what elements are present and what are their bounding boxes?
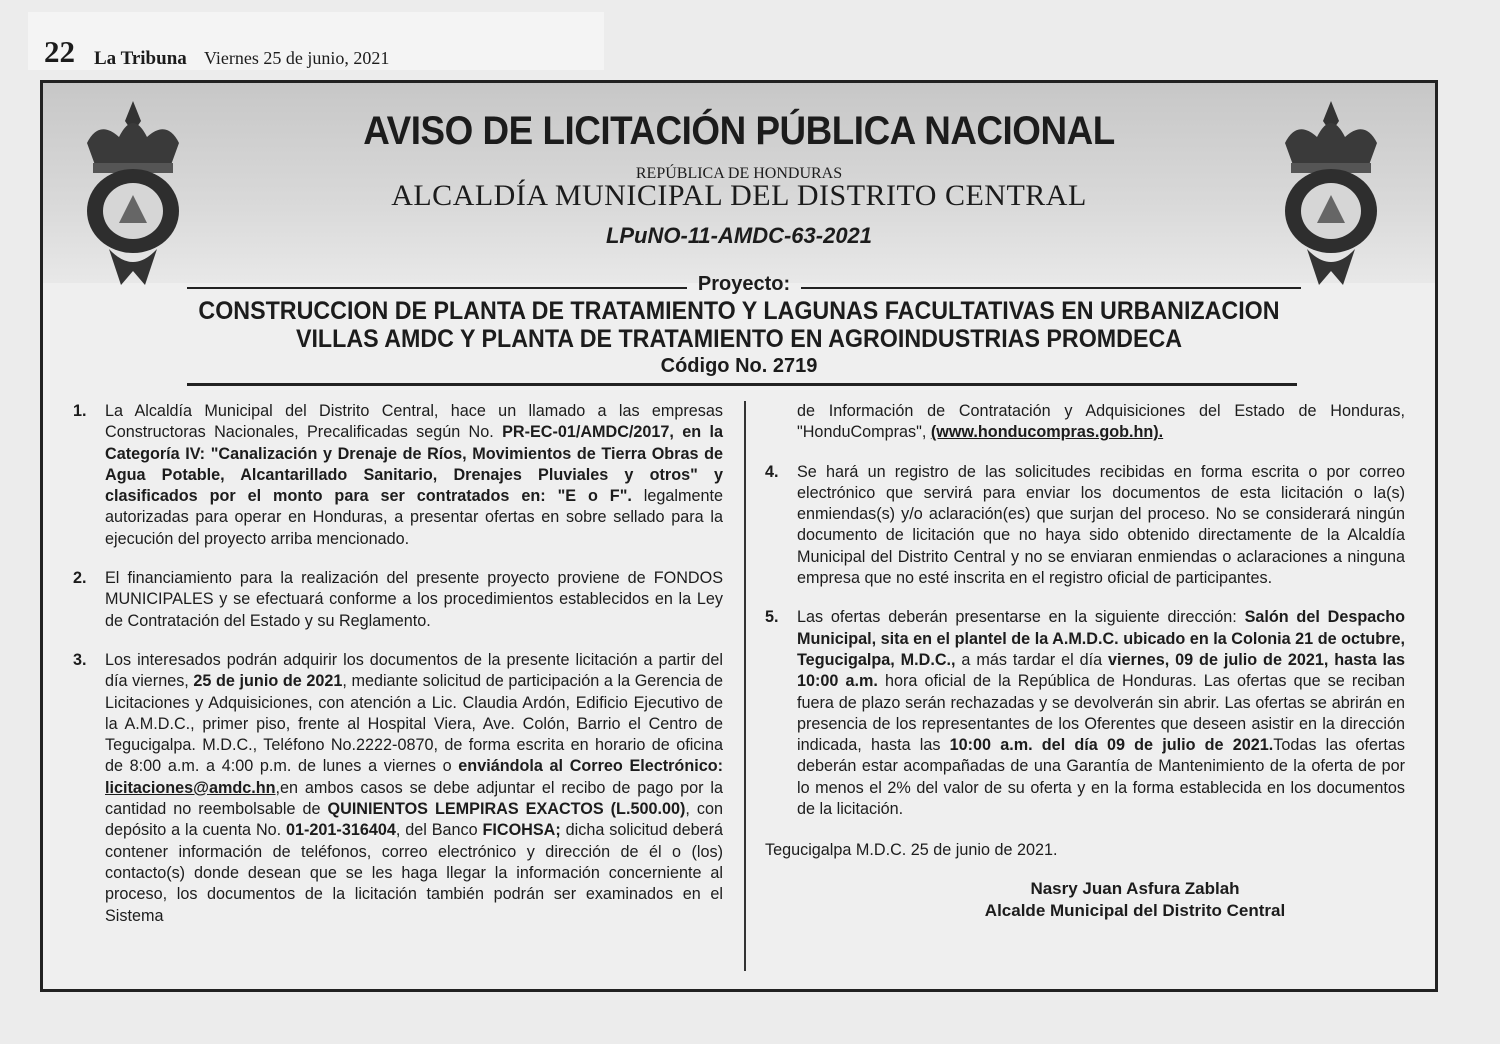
tender-code: LPuNO-11-AMDC-63-2021	[605, 223, 873, 248]
item-text: , mediante solicitud de participación a la Gerencia de Licitaciones y Adquisiciones, con atención a Lic. Claudia Ardón, Edificio Ejecutivo de la A.M.D.C., primer piso, frente al Hospital Viera, Ave. Colón, Barrio el Centro de Tegucigalpa. M.D.C., Teléfono No.2222-0870, de forma escrita en horario de oficina de 8:00 a.m. a 4:00 p.m. de lunes a viernes o	[105, 672, 723, 776]
item-text: La Alcaldía Municipal del Distrito Central, hace un llamado a las empresas Constructoras Nacionales, Precalificadas según No.	[105, 402, 723, 442]
email-link[interactable]: licitaciones@amdc.hn	[105, 778, 276, 797]
item-text: Se hará un registro de las solicitudes recibidas en forma escrita o por correo electrónico que servirá para enviar los documentos de esta licitación o la(s) enmiendas(s) y/o aclaración(es) que surjan del proceso. No se considerará ningún documento de licitación que no haya sido obtenido directamente de la Alcaldía Municipal del Distrito Central y no se enviaran enmiendas o aclaraciones a ninguna empresa que no esté inscrita en el registro oficial de participantes.	[797, 462, 1405, 588]
item-bold-text: FICOHSA;	[482, 821, 561, 840]
item-bold-text: 01-201-316404	[286, 821, 396, 840]
republic-label: REPÚBLICA DE HONDURAS	[635, 165, 843, 182]
header-rule	[187, 383, 1297, 386]
issue-date: Viernes 25 de junio, 2021	[204, 48, 390, 68]
item-bold-text: Salón del Despacho Municipal, sita en el plantel de la A.M.D.C. ubicado en la Colonia 21 de octubre, Tegucigalpa, M.D.C.,	[797, 608, 1405, 669]
item-text: de Información de Contratación y Adquisiciones del Estado de Honduras, "HonduCompras",	[797, 402, 1405, 442]
item-text: Todas las ofertas deberán estar acompañadas de una Garantía de Mantenimiento de la oferta de por lo menos el 2% del valor de su oferta y en la forma establecida en los documentos de la licitación.	[797, 736, 1405, 819]
project-code: Código No. 2719	[660, 355, 818, 377]
newspaper-name: La Tribuna	[94, 48, 187, 69]
signer-title: Alcalde Municipal del Distrito Central	[984, 900, 1286, 920]
item-number: 4.	[765, 462, 779, 481]
signature-block	[865, 878, 1405, 922]
item-text: Los interesados podrán adquirir los documentos de la presente licitación a partir del día viernes,	[105, 650, 723, 691]
notice-title: AVISO DE LICITACIÓN PÚBLICA NACIONAL	[363, 109, 1115, 153]
project-title	[92, 297, 1387, 353]
item-text: El financiamiento para la realización del presente proyecto proviene de FONDOS MUNICIPALES y se efectuará conforme a los procedimientos establecidos en la Ley de Contratación del Estado y su Reglamento.	[105, 569, 723, 630]
notice-frame	[40, 80, 1438, 992]
newspaper-masthead	[28, 12, 604, 70]
left-column	[73, 401, 723, 945]
item-text: legalmente autorizadas para operar en Honduras, a presentar ofertas en sobre sellado para la ejecución del proyecto arriba mencionado.	[105, 487, 723, 548]
signer-name: Nasry Juan Asfura Zablah	[1030, 878, 1240, 898]
item-text: , del Banco	[395, 821, 483, 840]
project-title-line1: CONSTRUCCION DE PLANTA DE TRATAMIENTO Y LAGUNAS FACULTATIVAS EN URBANIZACION	[198, 297, 1280, 325]
item-number: 3.	[73, 650, 87, 669]
right-column	[765, 401, 1405, 922]
item-bold-text: 25 de junio de 2021	[193, 672, 343, 691]
place-date: Tegucigalpa M.D.C. 25 de junio de 2021.	[765, 841, 1058, 860]
item-4	[765, 462, 1405, 590]
item-3	[73, 650, 723, 927]
item-text: , con depósito a la cuenta No.	[105, 800, 723, 840]
item-bold-text: QUINIENTOS LEMPIRAS EXACTOS (L.500.00)	[327, 800, 686, 819]
item-text: dicha solicitud deberá contener información de teléfonos, correo electrónico y dirección de él o (los) contacto(s) donde desean que se les haga llegar la información concerniente al proceso, los documentos de la licitación también podrán ser examinados en el Sistema	[105, 821, 723, 925]
column-divider	[744, 401, 746, 971]
item-bold-text: viernes, 09 de julio de 2021, hasta las 10:00 a.m.	[797, 650, 1405, 691]
item-number: 5.	[765, 608, 779, 627]
item-3-continued	[765, 401, 1405, 444]
item-text: hora oficial de la República de Honduras. Las ofertas que se reciban fuera de plazo serán rechazadas y se devolverán sin abrir. Las ofertas se abrirán en presencia de los representantes de los Oferentes que deseen asistir en la dirección indicada, hasta las	[797, 672, 1405, 755]
page-number: 22	[44, 34, 75, 69]
item-number: 2.	[73, 569, 87, 588]
project-label: Proyecto:	[697, 273, 791, 295]
entity-name: ALCALDÍA MUNICIPAL DEL DISTRITO CENTRAL	[391, 179, 1087, 212]
item-bold-text: 10:00 a.m. del día 09 de julio de 2021.	[949, 736, 1274, 755]
item-5	[765, 607, 1405, 820]
item-1	[73, 401, 723, 550]
item-bold-text: PR-EC-01/AMDC/2017, en la Categoría IV: "Canalización y Drenaje de Ríos, Movimientos de Tierra Obras de Agua Potable, Alcantarillado Sanitario, Drenajes Pluviales y otros" y clasificados por el monto para ser contratados en: "E o F".	[105, 423, 723, 506]
website-link[interactable]: (www.honducompras.gob.hn).	[930, 423, 1164, 442]
item-text: a más tardar el día	[955, 650, 1109, 669]
item-text: ,en ambos casos se debe adjuntar el recibo de pago por la cantidad no reembolsable de	[105, 778, 723, 819]
item-bold-text: enviándola al Correo Electrónico:	[458, 757, 723, 776]
project-label-row	[187, 273, 1301, 299]
item-2	[73, 568, 723, 632]
project-title-line2: VILLAS AMDC Y PLANTA DE TRATAMIENTO EN AGROINDUSTRIAS PROMDECA	[295, 325, 1183, 353]
item-text: Las ofertas deberán presentarse en la siguiente dirección:	[797, 608, 1245, 627]
item-number: 1.	[73, 402, 87, 420]
